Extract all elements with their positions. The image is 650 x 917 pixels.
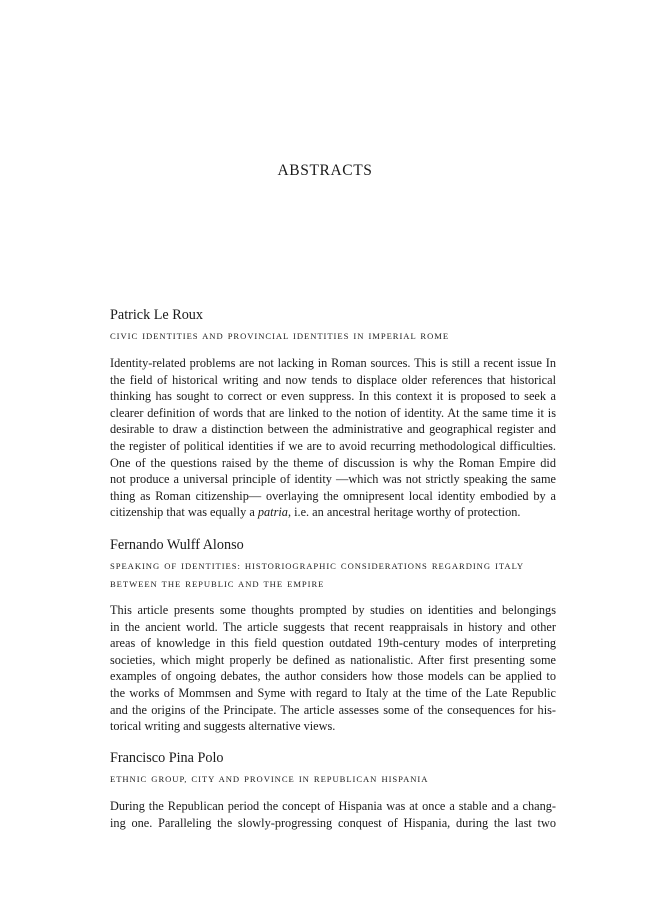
body-line: the works of Mommsen and Syme with regard to Italy at the time of the Late Republic	[110, 685, 556, 700]
page-heading: ABSTRACTS	[277, 162, 373, 179]
abstract-title	[110, 557, 556, 593]
body-text: citizenship that was equally a	[110, 505, 258, 520]
abstract-title	[110, 770, 556, 788]
body-line: the register of political identities if we are to avoid recurring methodological difficulties.	[110, 438, 556, 453]
body-line: This article presents some thoughts prompted by studies on identities and belongings	[110, 603, 556, 617]
body-text: , i.e. an ancestral heritage worthy of protection.	[287, 505, 521, 520]
abstract-section-le-roux	[110, 305, 556, 521]
abstract-body	[110, 355, 556, 521]
abstract-body	[110, 798, 556, 831]
author-name: Francisco Pina Polo	[110, 750, 224, 766]
body-line: thing as Roman citizenship— overlaying the omnipresent local identity embodied by a	[110, 488, 556, 503]
body-line: clearer definition of words that are linked to the notion of identity. At the same time it is	[110, 405, 556, 420]
body-line: Identity-related problems are not lacking in Roman sources. This is still a recent issue In	[110, 356, 556, 370]
abstract-title-line: CIVIC IDENTITIES AND PROVINCIAL IDENTITIES IN IMPERIAL ROME	[110, 331, 450, 341]
body-line: areas of knowledge in this field question outdated 19th-century modes of interpreting	[110, 636, 556, 651]
body-line: During the Republican period the concept of Hispania was at once a stable and a chang-	[110, 799, 556, 813]
body-line: not produce a universal principle of identity —which was not strictly speaking the same	[110, 472, 556, 487]
body-line: desirable to draw a distinction between the administrative and geographical register and	[110, 422, 556, 437]
abstract-section-wulff-alonso	[110, 535, 556, 735]
body-line: torical writing and suggests alternative views.	[110, 719, 336, 734]
body-line: in the ancient world. The article suggests that recent reappraisals in history and other	[110, 619, 556, 634]
body-line: societies, which might properly be defined as nationalistic. After first presenting some	[110, 652, 556, 667]
body-line: the field of historical writing and now tends to displace older references that historical	[110, 372, 556, 387]
author-name: Fernando Wulff Alonso	[110, 537, 244, 553]
body-line-last	[110, 504, 556, 521]
author-name: Patrick Le Roux	[110, 307, 203, 323]
body-line: thinking has sought to correct or even suppress. In this context it is proposed to seek a	[110, 389, 556, 404]
abstract-title	[110, 327, 556, 345]
body-line: examples of ongoing debates, the author considers how those models can be applied to	[110, 669, 556, 684]
body-line: and the origins of the Principate. The article assesses some of the consequences for his-	[110, 702, 556, 717]
body-line: ing one. Paralleling the slowly-progressing conquest of Hispania, during the last two	[110, 815, 556, 830]
abstract-title-line: ETHNIC GROUP, CITY AND PROVINCE IN REPUBLICAN HISPANIA	[110, 774, 429, 784]
body-line: One of the questions raised by the theme of discussion is why the Roman Empire did	[110, 455, 556, 470]
abstract-title-line: SPEAKING OF IDENTITIES: HISTORIOGRAPHIC CONSIDERATIONS REGARDING ITALY	[110, 561, 525, 571]
abstract-title-line: BETWEEN THE REPUBLIC AND THE EMPIRE	[110, 579, 325, 589]
italic-term: patria	[257, 505, 288, 520]
abstract-body	[110, 602, 556, 735]
abstract-section-pina-polo	[110, 748, 556, 831]
